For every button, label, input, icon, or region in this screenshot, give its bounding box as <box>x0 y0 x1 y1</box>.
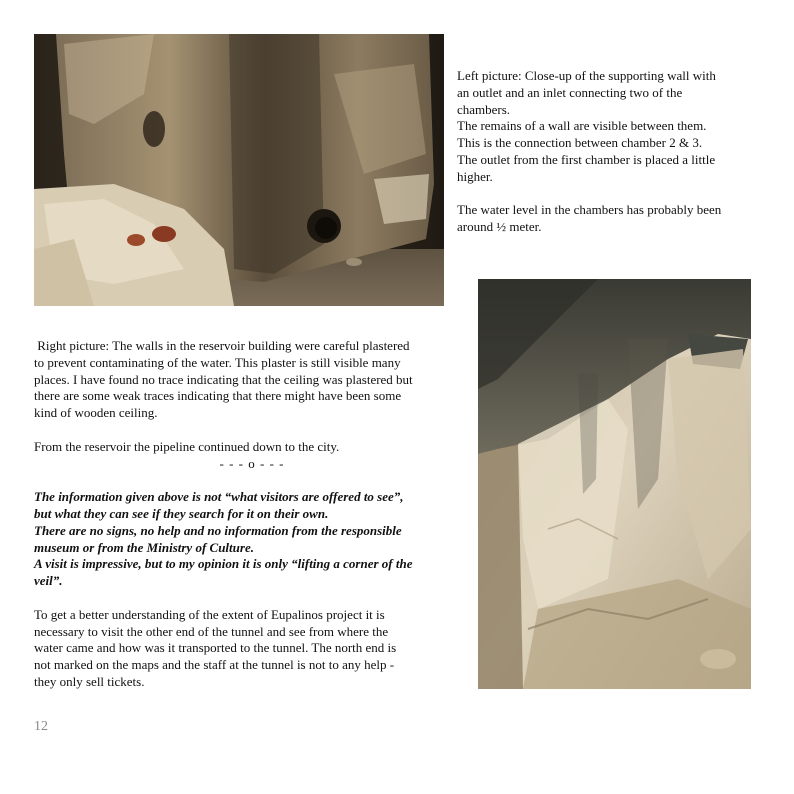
notice-line: The information given above is not “what visitors are offered to see”, <box>34 489 404 505</box>
caption-line: The remains of a wall are visible between them. <box>457 118 707 134</box>
notice-line: There are no signs, no help and no information from the responsible <box>34 522 402 538</box>
right-caption-line: there are some weak traces indicating that there might have been some <box>34 388 402 404</box>
pipeline-paragraph: From the reservoir the pipeline continued down to the city. <box>34 438 340 454</box>
right-caption-line: to prevent contaminating of the water. This plaster is still visible many <box>34 354 401 370</box>
closing-line: not marked on the maps and the staff at the tunnel is not to any help - <box>34 657 395 673</box>
notice-line: but what they can see if they search for it on their own. <box>34 505 329 521</box>
notice-line: museum or from the Ministry of Culture. <box>34 539 254 555</box>
notice-line: veil”. <box>34 573 63 589</box>
right-caption-line: kind of wooden ceiling. <box>34 405 158 421</box>
closing-line: To get a better understanding of the extent of Eupalinos project it is <box>34 606 385 622</box>
right-caption-line: places. I have found no trace indicating that the ceiling was plastered but <box>34 371 413 387</box>
supporting-wall-photo <box>34 34 444 306</box>
closing-line: they only sell tickets. <box>34 673 145 689</box>
water-level-line: The water level in the chambers has probably been <box>457 202 722 218</box>
notice-line: A visit is impressive, but to my opinion it is only “lifting a corner of the <box>34 556 413 572</box>
water-level-line: around ½ meter. <box>457 219 542 235</box>
caption-line: This is the connection between chamber 2 & 3. <box>457 135 703 151</box>
caption-line: The outlet from the first chamber is placed a little <box>457 151 716 167</box>
caption-line: an outlet and an inlet connecting two of the <box>457 84 683 100</box>
caption-line: chambers. <box>457 101 511 117</box>
left-picture-caption <box>457 68 767 236</box>
caption-line: Left picture: Close-up of the supporting wall with <box>457 68 716 83</box>
main-text-column <box>34 338 470 691</box>
plastered-reservoir-wall-photo <box>478 279 751 689</box>
right-caption-line: Right picture: The walls in the reservoir building were careful plastered <box>34 338 410 353</box>
closing-line: water came and how was it transported to the tunnel. The north end is <box>34 640 397 656</box>
caption-line: higher. <box>457 168 493 184</box>
page-number: 12 <box>34 719 48 734</box>
section-separator: - - - o - - - <box>219 455 285 471</box>
closing-line: necessary to visit the other end of the tunnel and see from where the <box>34 623 389 639</box>
